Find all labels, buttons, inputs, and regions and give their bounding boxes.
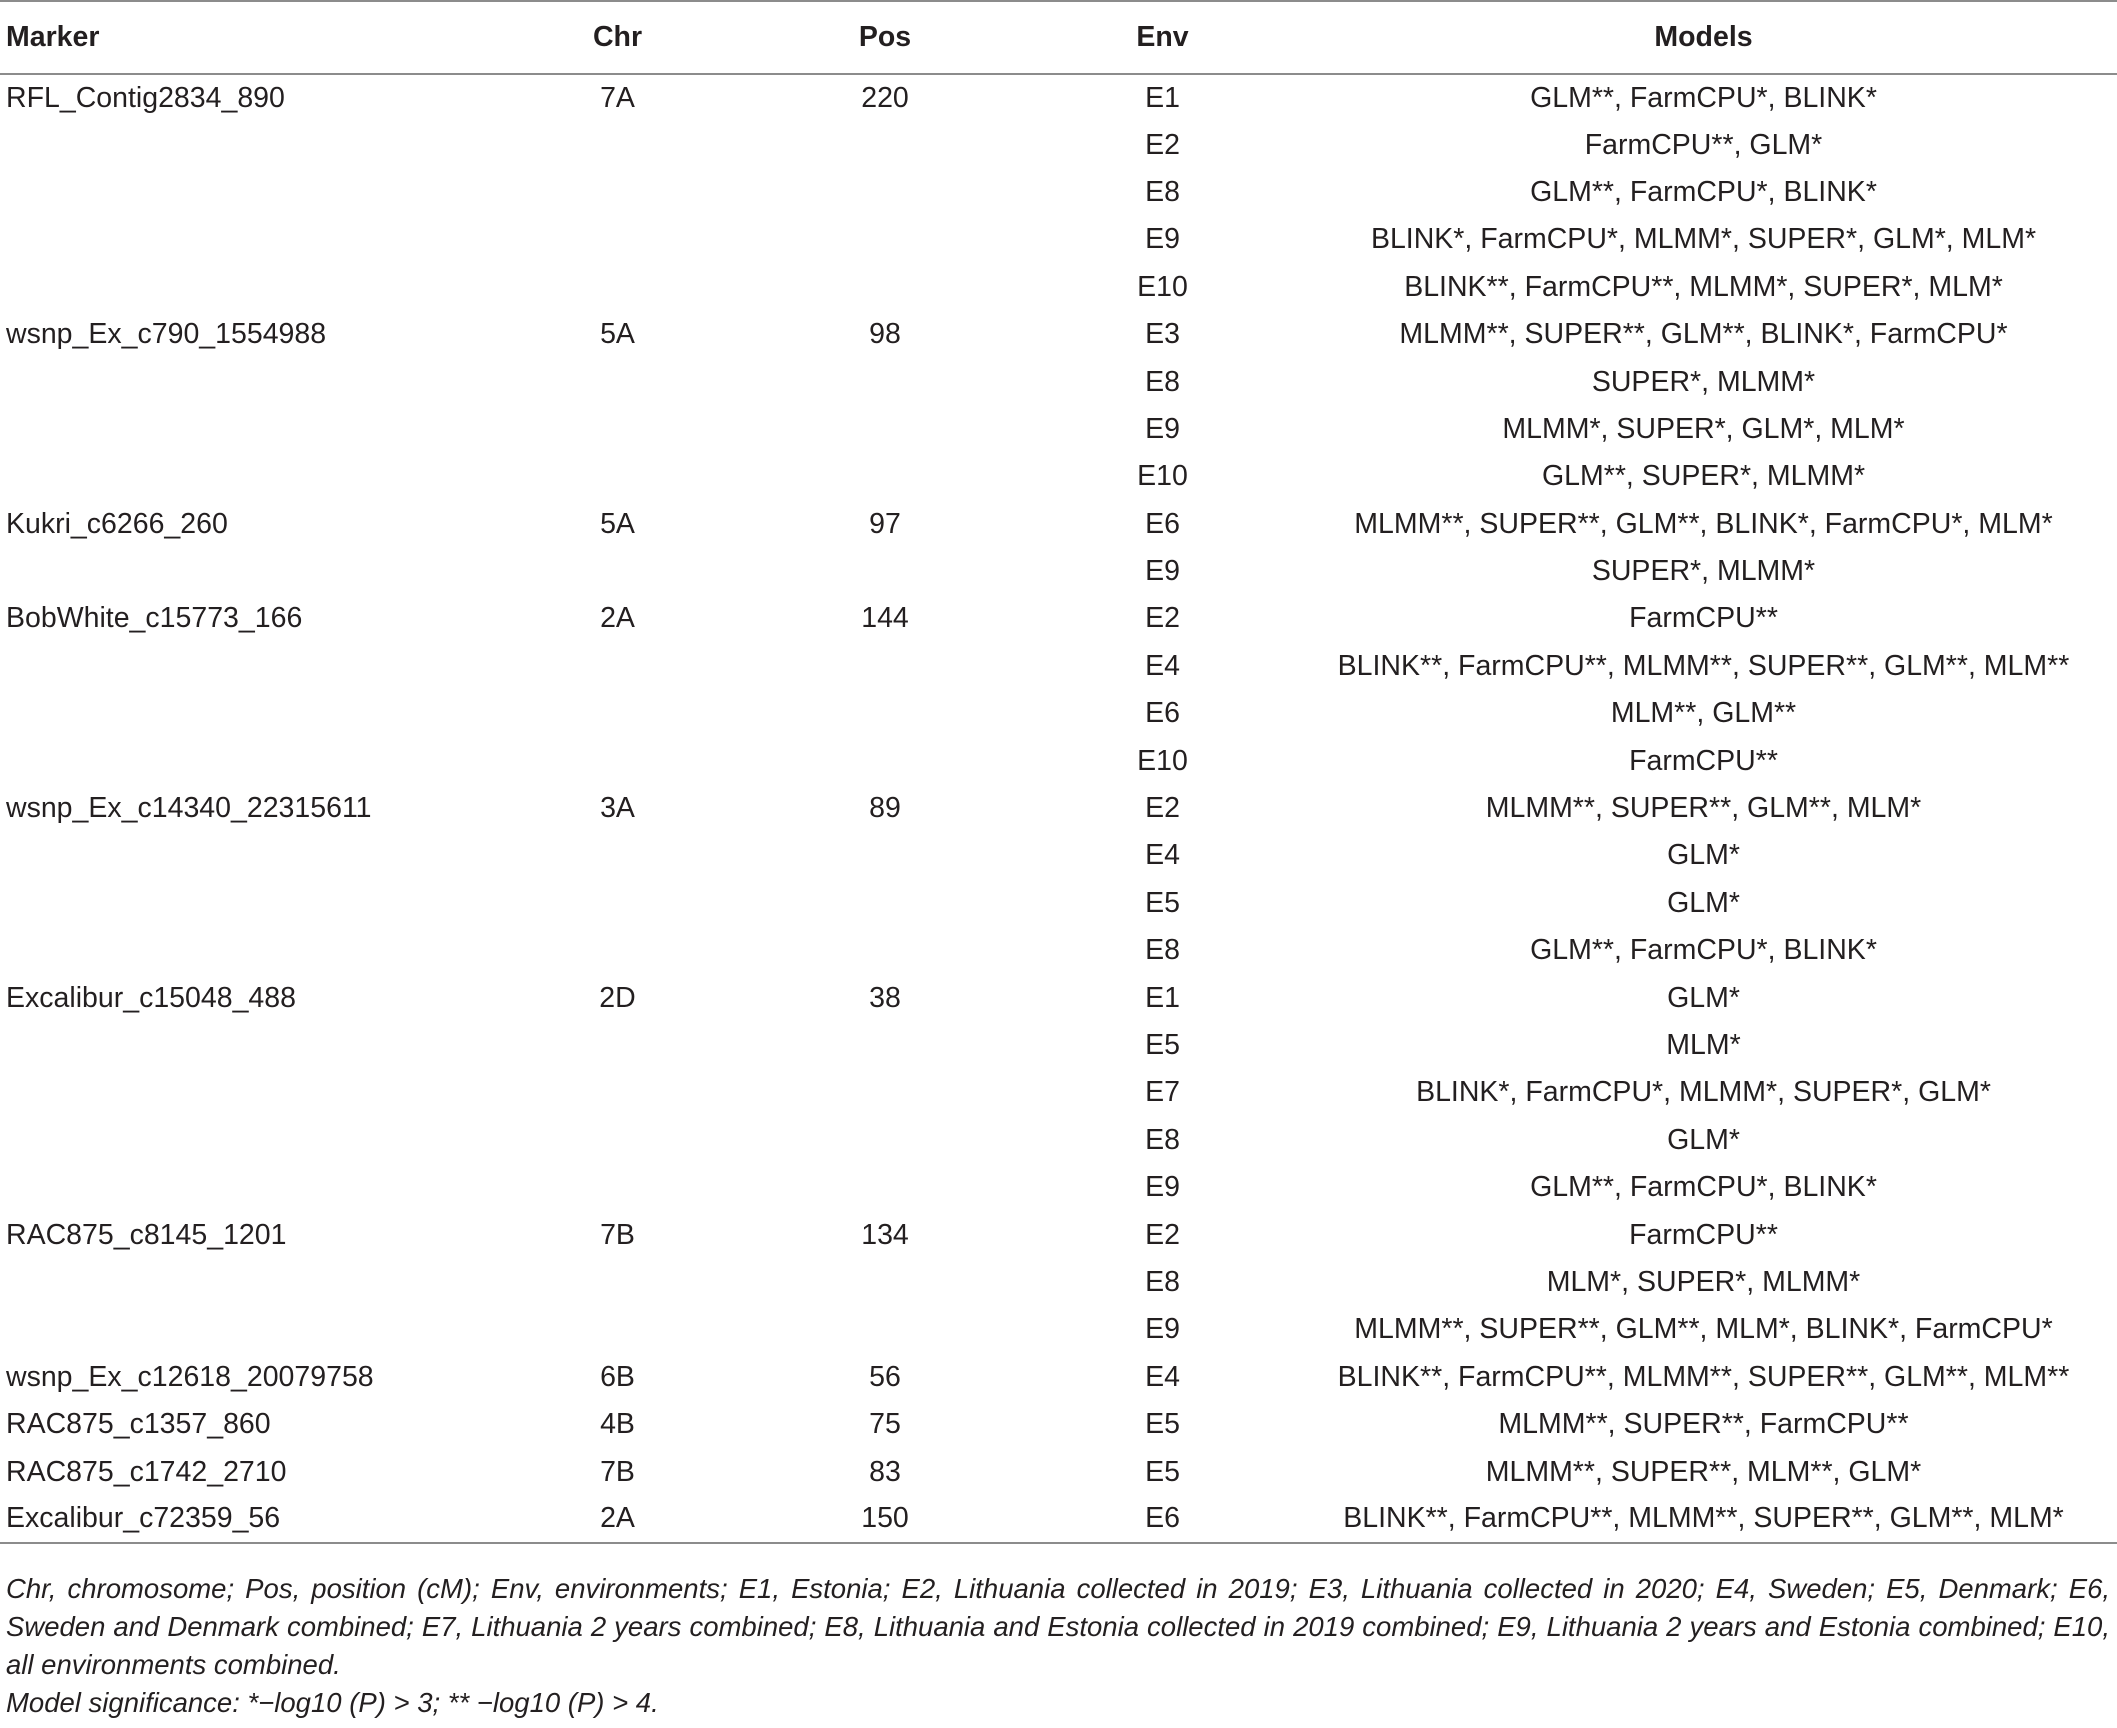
cell-env: E10 bbox=[1137, 460, 1188, 493]
cell-pos bbox=[735, 643, 1035, 690]
cell-env: E5 bbox=[1145, 1455, 1180, 1488]
table-row bbox=[0, 927, 2117, 974]
cell-chr bbox=[500, 1259, 735, 1306]
table-row bbox=[0, 1496, 2117, 1543]
cell-models: MLMM**, SUPER**, GLM**, MLM* bbox=[1485, 792, 1922, 825]
cell-models: GLM* bbox=[1667, 839, 1740, 872]
cell-pos: 56 bbox=[869, 1360, 901, 1393]
cell-models: GLM* bbox=[1667, 886, 1740, 919]
cell-models: MLM*, SUPER*, MLMM* bbox=[1546, 1265, 1861, 1298]
cell-env: E8 bbox=[1145, 365, 1180, 398]
cell-env: E10 bbox=[1137, 270, 1188, 303]
table-row bbox=[0, 169, 2117, 216]
cell-env: E2 bbox=[1145, 792, 1180, 825]
table-row bbox=[0, 311, 2117, 358]
cell-env: E2 bbox=[1145, 1218, 1180, 1251]
cell-env: E5 bbox=[1145, 886, 1180, 919]
cell-models: MLMM**, SUPER**, MLM**, GLM* bbox=[1485, 1455, 1922, 1488]
cell-marker bbox=[0, 216, 500, 263]
cell-pos bbox=[735, 264, 1035, 311]
table-body bbox=[0, 74, 2117, 1543]
cell-pos: 83 bbox=[869, 1455, 901, 1488]
cell-env: E3 bbox=[1145, 318, 1180, 351]
header-pos: Pos bbox=[735, 1, 1035, 74]
table-row bbox=[0, 74, 2117, 121]
cell-models: SUPER*, MLMM* bbox=[1591, 365, 1816, 398]
table-row bbox=[0, 264, 2117, 311]
cell-chr bbox=[500, 643, 735, 690]
cell-models: SUPER*, MLMM* bbox=[1591, 555, 1816, 588]
cell-env: E1 bbox=[1145, 81, 1180, 114]
cell-pos bbox=[735, 690, 1035, 737]
cell-env: E1 bbox=[1145, 981, 1180, 1014]
cell-env: E7 bbox=[1145, 1076, 1180, 1109]
cell-chr bbox=[500, 1164, 735, 1211]
cell-chr bbox=[500, 406, 735, 453]
cell-pos: 89 bbox=[869, 792, 901, 825]
cell-pos bbox=[735, 1069, 1035, 1116]
table-row bbox=[0, 406, 2117, 453]
cell-pos: 97 bbox=[869, 507, 901, 540]
cell-models: GLM* bbox=[1667, 1123, 1740, 1156]
cell-models: FarmCPU** bbox=[1629, 744, 1778, 777]
cell-marker bbox=[0, 169, 500, 216]
cell-marker bbox=[0, 643, 500, 690]
cell-env: E5 bbox=[1145, 1408, 1180, 1441]
cell-pos bbox=[735, 1164, 1035, 1211]
cell-pos bbox=[735, 358, 1035, 405]
table-row bbox=[0, 453, 2117, 500]
cell-pos bbox=[735, 1259, 1035, 1306]
cell-pos: 75 bbox=[869, 1408, 901, 1441]
table-row bbox=[0, 1401, 2117, 1448]
cell-pos bbox=[735, 548, 1035, 595]
cell-marker bbox=[0, 548, 500, 595]
table-row bbox=[0, 643, 2117, 690]
header-row bbox=[0, 1, 2117, 74]
cell-chr bbox=[500, 1069, 735, 1116]
cell-pos: 38 bbox=[869, 981, 901, 1014]
cell-models: GLM**, FarmCPU*, BLINK* bbox=[1530, 934, 1877, 967]
cell-pos bbox=[735, 1117, 1035, 1164]
cell-marker: Excalibur_c15048_488 bbox=[6, 981, 296, 1014]
cell-pos bbox=[735, 927, 1035, 974]
cell-models: GLM**, FarmCPU*, BLINK* bbox=[1530, 175, 1877, 208]
cell-models: GLM**, FarmCPU*, BLINK* bbox=[1530, 81, 1877, 114]
table-row bbox=[0, 1259, 2117, 1306]
cell-pos: 220 bbox=[861, 81, 909, 114]
cell-chr bbox=[500, 690, 735, 737]
cell-chr bbox=[500, 1117, 735, 1164]
cell-models: BLINK**, FarmCPU**, MLMM**, SUPER**, GLM**, MLM** bbox=[1337, 1360, 2070, 1393]
cell-env: E4 bbox=[1145, 649, 1180, 682]
cell-chr bbox=[500, 1306, 735, 1353]
cell-marker: wsnp_Ex_c12618_20079758 bbox=[6, 1360, 374, 1393]
table-footnote bbox=[6, 1570, 2110, 1722]
cell-pos bbox=[735, 880, 1035, 927]
cell-models: MLM* bbox=[1666, 1029, 1741, 1061]
cell-chr: 6B bbox=[600, 1360, 635, 1393]
header-marker: Marker bbox=[0, 1, 500, 74]
cell-env: E4 bbox=[1145, 839, 1180, 872]
cell-env: E9 bbox=[1145, 1171, 1180, 1204]
cell-chr: 7A bbox=[600, 81, 635, 114]
cell-env: E8 bbox=[1145, 1123, 1180, 1156]
cell-chr: 7B bbox=[600, 1455, 635, 1488]
cell-env: E8 bbox=[1145, 1265, 1180, 1298]
cell-env: E5 bbox=[1145, 1029, 1180, 1061]
cell-marker: Excalibur_c72359_56 bbox=[0, 1496, 500, 1543]
cell-pos bbox=[735, 121, 1035, 168]
cell-models: BLINK*, FarmCPU*, MLMM*, SUPER*, GLM* bbox=[1416, 1076, 1991, 1109]
cell-env: E10 bbox=[1137, 744, 1188, 777]
cell-chr: 2D bbox=[599, 981, 636, 1014]
cell-chr bbox=[500, 1022, 735, 1069]
cell-models: GLM**, SUPER*, MLMM* bbox=[1541, 460, 1866, 493]
cell-models: MLMM*, SUPER*, GLM*, MLM* bbox=[1502, 412, 1905, 445]
table-row bbox=[0, 1069, 2117, 1116]
cell-env: E4 bbox=[1145, 1360, 1180, 1393]
table-row bbox=[0, 690, 2117, 737]
cell-models: MLMM**, SUPER**, FarmCPU** bbox=[1498, 1408, 1909, 1441]
cell-pos bbox=[735, 406, 1035, 453]
cell-chr: 4B bbox=[600, 1408, 635, 1441]
cell-pos bbox=[735, 216, 1035, 263]
cell-env: E6 bbox=[1145, 697, 1180, 730]
cell-pos bbox=[735, 832, 1035, 879]
table-row bbox=[0, 1164, 2117, 1211]
cell-chr bbox=[500, 264, 735, 311]
cell-marker bbox=[0, 264, 500, 311]
cell-chr: 2A bbox=[600, 602, 635, 635]
cell-marker bbox=[0, 1022, 500, 1069]
cell-models: FarmCPU** bbox=[1629, 1218, 1778, 1251]
cell-models: BLINK**, FarmCPU**, MLMM**, SUPER**, GLM**, MLM** bbox=[1337, 649, 2070, 682]
table-row bbox=[0, 1022, 2117, 1069]
cell-marker bbox=[0, 737, 500, 784]
table-row bbox=[0, 1211, 2117, 1258]
cell-env: E2 bbox=[1145, 128, 1180, 161]
cell-marker bbox=[0, 832, 500, 879]
cell-chr bbox=[500, 358, 735, 405]
cell-marker bbox=[0, 880, 500, 927]
cell-pos bbox=[735, 737, 1035, 784]
table-row bbox=[0, 785, 2117, 832]
cell-env: E9 bbox=[1145, 555, 1180, 588]
cell-marker: RAC875_c1357_860 bbox=[6, 1408, 271, 1441]
cell-models: FarmCPU**, GLM* bbox=[1584, 128, 1823, 161]
cell-pos bbox=[735, 1022, 1035, 1069]
table-row bbox=[0, 737, 2117, 784]
cell-env: E6 bbox=[1145, 507, 1180, 540]
cell-chr: 2A bbox=[500, 1496, 735, 1543]
table-row bbox=[0, 1354, 2117, 1401]
table-row bbox=[0, 358, 2117, 405]
cell-models: BLINK*, FarmCPU*, MLMM*, SUPER*, GLM*, MLM* bbox=[1370, 223, 2037, 256]
cell-marker bbox=[0, 1117, 500, 1164]
cell-chr bbox=[500, 737, 735, 784]
footnote-abbreviations: Chr, chromosome; Pos, position (cM); Env, environments; E1, Estonia; E2, Lithuania collected in 2019; E3, Lithuania collected in 2020; E4, Sweden; E5, Denmark; E6, Sweden and Denmark combined; E7, Lithuania 2 years combined; E8, Lithuania and Estonia collected in 2019 combined; E9, Lithuania 2 years and Estonia combined; E10, all environments combined. bbox=[6, 1573, 2110, 1680]
table-row bbox=[0, 1117, 2117, 1164]
cell-marker bbox=[0, 358, 500, 405]
cell-models: MLMM**, SUPER**, GLM**, BLINK*, FarmCPU*, MLM* bbox=[1354, 507, 2053, 540]
cell-env: E9 bbox=[1145, 1313, 1180, 1346]
table-row bbox=[0, 880, 2117, 927]
cell-marker bbox=[0, 1069, 500, 1116]
table-row bbox=[0, 548, 2117, 595]
cell-pos bbox=[735, 169, 1035, 216]
cell-env: E9 bbox=[1145, 223, 1180, 256]
cell-marker: RAC875_c1742_2710 bbox=[6, 1455, 287, 1488]
footnote-significance: Model significance: *−log10 (P) > 3; ** −log10 (P) > 4. bbox=[6, 1687, 659, 1718]
cell-env: E8 bbox=[1145, 934, 1180, 967]
cell-chr bbox=[500, 927, 735, 974]
cell-marker: wsnp_Ex_c14340_22315611 bbox=[6, 792, 372, 825]
cell-chr: 3A bbox=[600, 792, 635, 825]
header-models: Models bbox=[1290, 1, 2117, 74]
cell-marker bbox=[0, 927, 500, 974]
cell-pos bbox=[735, 453, 1035, 500]
cell-models: MLMM**, SUPER**, GLM**, BLINK*, FarmCPU* bbox=[1399, 318, 2008, 351]
cell-marker: RFL_Contig2834_890 bbox=[6, 81, 285, 114]
cell-marker bbox=[0, 406, 500, 453]
cell-chr bbox=[500, 121, 735, 168]
table-row bbox=[0, 1448, 2117, 1495]
header-chr: Chr bbox=[500, 1, 735, 74]
cell-marker: Kukri_c6266_260 bbox=[6, 507, 228, 540]
cell-chr: 7B bbox=[600, 1218, 635, 1251]
cell-chr bbox=[500, 548, 735, 595]
cell-env: E9 bbox=[1145, 412, 1180, 445]
cell-models: FarmCPU** bbox=[1629, 602, 1778, 635]
cell-marker: wsnp_Ex_c790_1554988 bbox=[6, 318, 327, 351]
cell-chr bbox=[500, 216, 735, 263]
cell-env: E8 bbox=[1145, 175, 1180, 208]
cell-chr: 5A bbox=[600, 318, 635, 351]
table-row bbox=[0, 501, 2117, 548]
cell-models: BLINK**, FarmCPU**, MLMM*, SUPER*, MLM* bbox=[1404, 270, 2003, 303]
cell-marker bbox=[0, 453, 500, 500]
cell-chr bbox=[500, 453, 735, 500]
cell-marker: RAC875_c8145_1201 bbox=[6, 1218, 287, 1251]
cell-chr bbox=[500, 880, 735, 927]
cell-env: E6 bbox=[1035, 1496, 1290, 1543]
cell-models: GLM**, FarmCPU*, BLINK* bbox=[1530, 1171, 1877, 1204]
table-row bbox=[0, 1306, 2117, 1353]
cell-marker: BobWhite_c15773_166 bbox=[6, 602, 303, 635]
cell-pos: 144 bbox=[861, 602, 909, 635]
cell-marker bbox=[0, 1164, 500, 1211]
cell-env: E2 bbox=[1145, 602, 1180, 635]
table-row bbox=[0, 595, 2117, 642]
cell-chr bbox=[500, 169, 735, 216]
table-row bbox=[0, 121, 2117, 168]
cell-pos: 150 bbox=[735, 1496, 1035, 1543]
cell-marker bbox=[0, 121, 500, 168]
cell-chr bbox=[500, 832, 735, 879]
cell-models: GLM* bbox=[1667, 981, 1740, 1014]
cell-marker bbox=[0, 1306, 500, 1353]
cell-pos: 98 bbox=[869, 318, 901, 351]
table-row bbox=[0, 216, 2117, 263]
cell-pos bbox=[735, 1306, 1035, 1353]
table-row bbox=[0, 974, 2117, 1021]
cell-marker bbox=[0, 1259, 500, 1306]
cell-models: BLINK**, FarmCPU**, MLMM**, SUPER**, GLM**, MLM* bbox=[1290, 1496, 2117, 1543]
header-env: Env bbox=[1035, 1, 1290, 74]
cell-models: MLM**, GLM** bbox=[1610, 697, 1797, 730]
cell-marker bbox=[0, 690, 500, 737]
table-row bbox=[0, 832, 2117, 879]
cell-models: MLMM**, SUPER**, GLM**, MLM*, BLINK*, FarmCPU* bbox=[1354, 1313, 2053, 1346]
cell-pos: 134 bbox=[861, 1218, 909, 1251]
cell-chr: 5A bbox=[600, 507, 635, 540]
table-header bbox=[0, 1, 2117, 74]
